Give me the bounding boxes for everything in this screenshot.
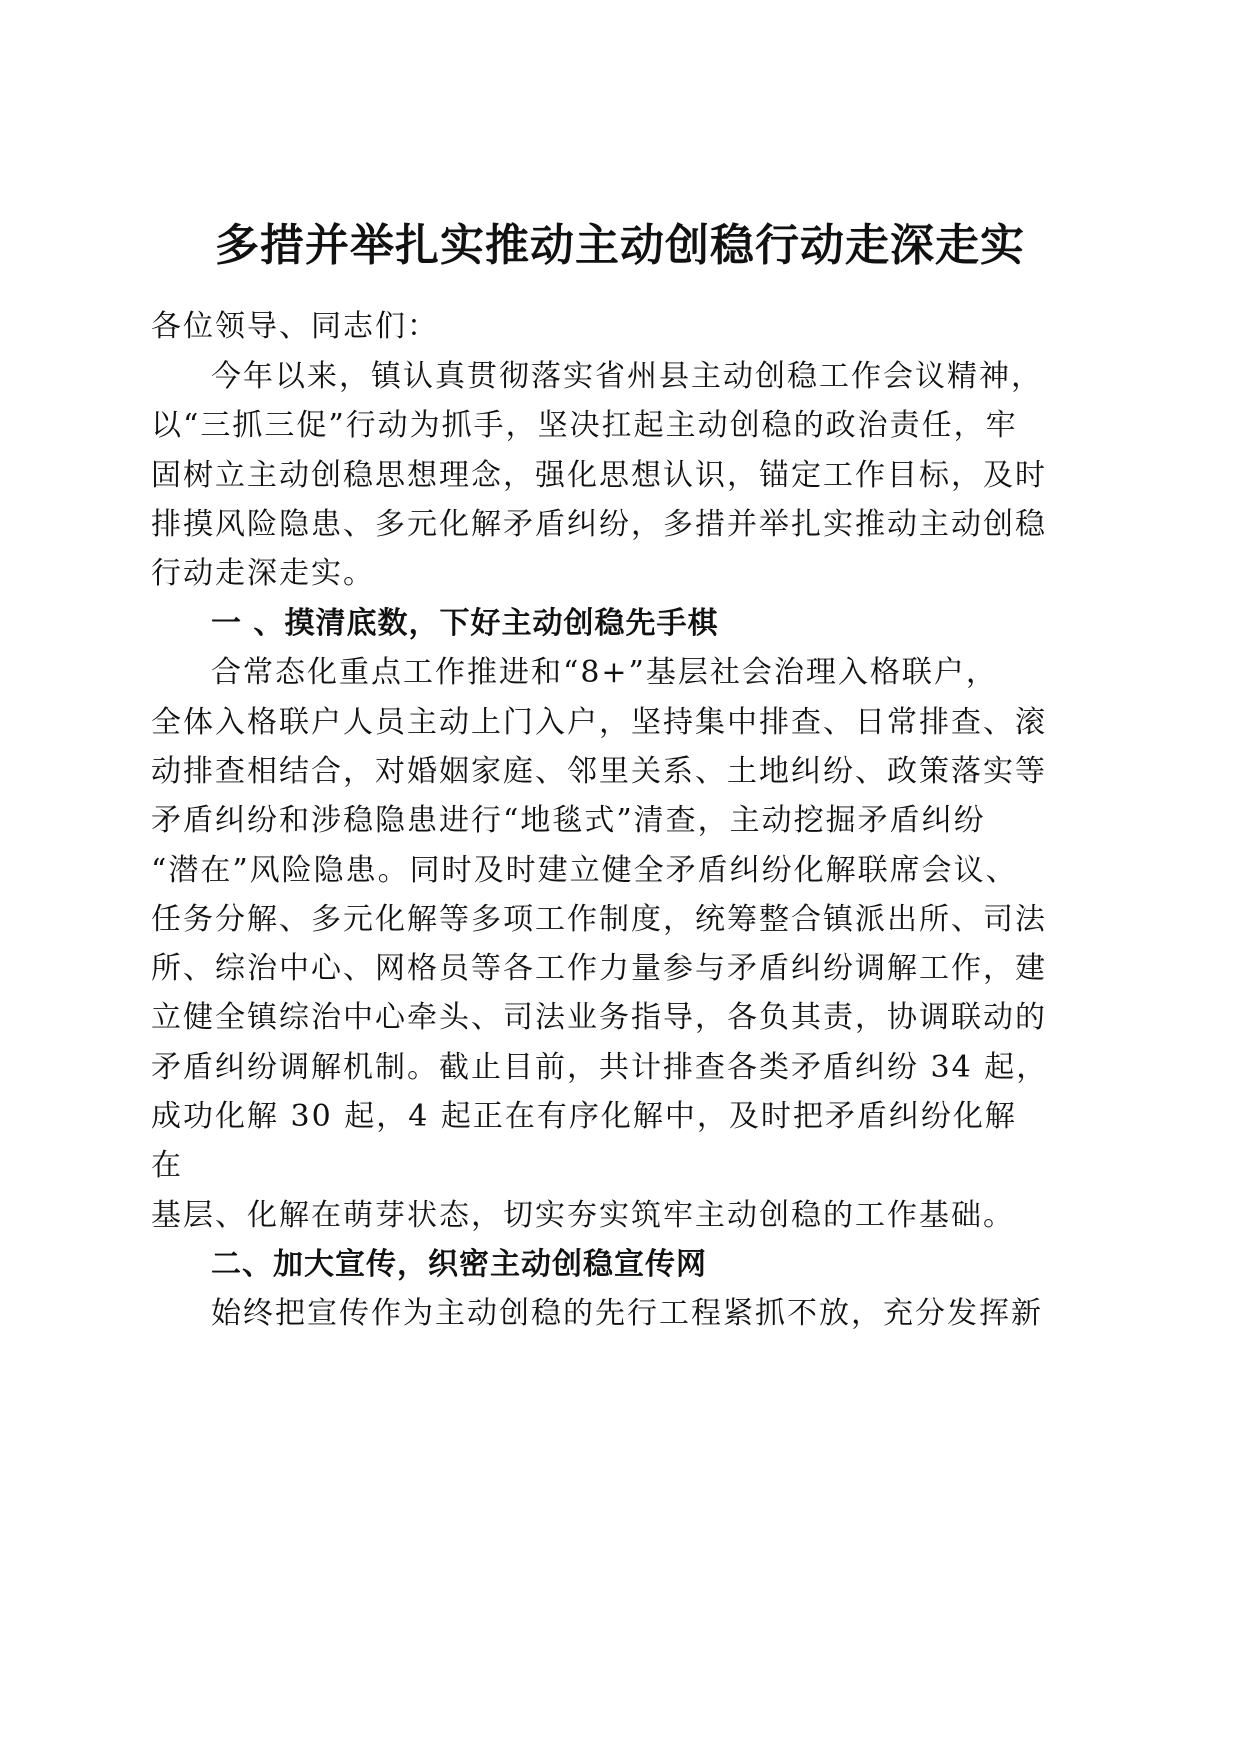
section-1-heading: 一 、摸清底数，下好主动创稳先手棋 xyxy=(211,606,719,641)
intro-line: 排摸风险隐患、多元化解矛盾纠纷，多措并举扎实推动主动创稳 xyxy=(151,507,1047,542)
section-2-heading: 二、加大宣传，织密主动创稳宣传网 xyxy=(211,1247,707,1282)
section-1-line: 全体入格联户人员主动上门入户，坚持集中排查、日常排查、滚 xyxy=(151,705,1047,740)
salutation: 各位领导、同志们： xyxy=(151,309,439,344)
intro-line: 行动走深走实。 xyxy=(151,556,375,591)
section-1-line: 动排查相结合，对婚姻家庭、邻里关系、土地纠纷、政策落实等 xyxy=(151,754,1047,789)
section-1-line: 基层、化解在萌芽状态，切实夯实筑牢主动创稳的工作基础。 xyxy=(151,1198,1015,1233)
section-1-line: 矛盾纠纷调解机制。截止目前，共计排查各类矛盾纠纷 34 起， xyxy=(151,1050,1049,1085)
intro-line: 固树立主动创稳思想理念，强化思想认识，锚定工作目标，及时 xyxy=(151,458,1047,493)
section-2-line: 始终把宣传作为主动创稳的先行工程紧抓不放，充分发挥新 xyxy=(211,1296,1043,1331)
section-1-line: 立健全镇综治中心牵头、司法业务指导，各负其责，协调联动的 xyxy=(151,1000,1047,1035)
section-1-line: 合常态化重点工作推进和“8+”基层社会治理入格联户， xyxy=(211,655,998,690)
section-1-line: 矛盾纠纷和涉稳隐患进行“地毯式”清查，主动挖掘矛盾纠纷 xyxy=(151,803,986,838)
section-1-line: 所、综治中心、网格员等各工作力量参与矛盾纠纷调解工作，建 xyxy=(151,951,1047,986)
section-1-line: 在 xyxy=(151,1148,183,1183)
document-title: 多措并举扎实推动主动创稳行动走深走实 xyxy=(215,220,1025,271)
section-1-line: 任务分解、多元化解等多项工作制度，统筹整合镇派出所、司法 xyxy=(151,902,1047,937)
intro-line: 今年以来，镇认真贯彻落实省州县主动创稳工作会议精神， xyxy=(211,359,1043,394)
intro-line: 以“三抓三促”行动为抓手，坚决扛起主动创稳的政治责任，牢 xyxy=(151,408,1018,443)
section-1-line: 成功化解 30 起，4 起正在有序化解中，及时把矛盾纠纷化解 xyxy=(151,1099,1017,1134)
section-1-line: “潜在”风险隐患。同时及时建立健全矛盾纠纷化解联席会议、 xyxy=(151,853,1018,888)
